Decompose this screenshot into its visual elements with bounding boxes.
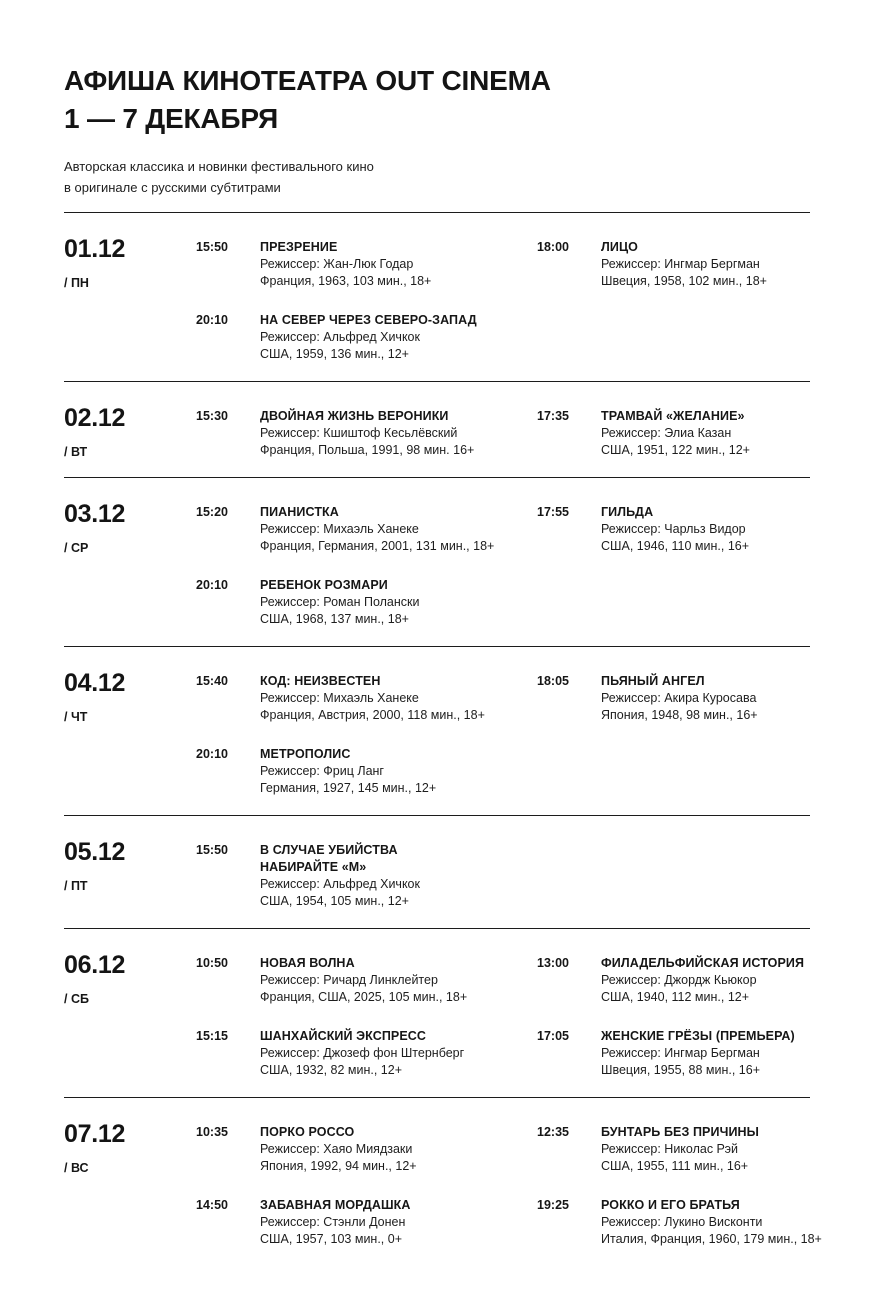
movie-details: Франция, США, 2025, 105 мин., 18+ (260, 990, 468, 1005)
screening-time: 17:05 (537, 1029, 569, 1044)
movie-director: Режиссер: Михаэль Ханеке (260, 691, 419, 706)
screening-item (196, 1197, 537, 1248)
day-date: 05.12 (64, 838, 126, 867)
day-date: 01.12 (64, 235, 126, 264)
screening-item (196, 408, 537, 459)
page-title (64, 62, 810, 138)
screening-time: 15:20 (196, 505, 228, 520)
day-weekday: / ВТ (64, 445, 88, 460)
screening-info (260, 955, 537, 1006)
screening-time: 18:05 (537, 674, 569, 689)
screening-item (537, 408, 810, 459)
page-title-line2: 1 — 7 ДЕКАБРЯ (64, 103, 279, 135)
day-section (64, 815, 810, 928)
screening-time: 10:50 (196, 956, 228, 971)
screening-time: 18:00 (537, 240, 569, 255)
screening-info (260, 408, 537, 459)
movie-director: Режиссер: Акира Куросава (601, 691, 757, 706)
screening-time: 17:55 (537, 505, 569, 520)
screening-time: 15:15 (196, 1029, 228, 1044)
movie-director: Режиссер: Фриц Ланг (260, 764, 384, 779)
movie-details: США, 1940, 112 мин., 12+ (601, 990, 750, 1005)
day-section (64, 928, 810, 1097)
page-subtitle-line1: Авторская классика и новинки фестивального кино (64, 159, 374, 175)
screening-info (601, 1028, 810, 1079)
movie-director: Режиссер: Ингмар Бергман (601, 257, 760, 272)
screening-info (601, 408, 810, 459)
day-weekday: / ВС (64, 1161, 89, 1176)
movie-title: В СЛУЧАЕ УБИЙСТВА (260, 843, 398, 858)
screening-item (196, 239, 537, 290)
screening-time: 13:00 (537, 956, 569, 971)
day-label (64, 838, 196, 910)
movie-director: Режиссер: Элиа Казан (601, 426, 732, 441)
screening-item (196, 577, 537, 628)
movie-title: МЕТРОПОЛИС (260, 747, 351, 762)
day-section (64, 477, 810, 646)
screening-item (537, 1197, 822, 1248)
movie-title: ДВОЙНАЯ ЖИЗНЬ ВЕРОНИКИ (260, 409, 449, 424)
movie-details: США, 1955, 111 мин., 16+ (601, 1159, 749, 1174)
movie-details: США, 1951, 122 мин., 12+ (601, 443, 750, 458)
screening-item (537, 504, 810, 555)
screening-info (601, 673, 810, 724)
movie-director: Режиссер: Альфред Хичкок (260, 330, 420, 345)
screenings-grid (196, 1124, 822, 1248)
movie-title: РЕБЕНОК РОЗМАРИ (260, 578, 388, 593)
screening-info (260, 239, 537, 290)
movie-details: Франция, 1963, 103 мин., 18+ (260, 274, 432, 289)
movie-details: Швеция, 1958, 102 мин., 18+ (601, 274, 767, 289)
page-title-line1: АФИША КИНОТЕАТРА OUT CINEMA (64, 65, 551, 96)
screening-info (260, 842, 537, 910)
day-weekday: / ЧТ (64, 710, 88, 725)
movie-director: Режиссер: Николас Рэй (601, 1142, 738, 1157)
movie-details: США, 1954, 105 мин., 12+ (260, 894, 409, 909)
movie-director: Режиссер: Стэнли Донен (260, 1215, 406, 1230)
movie-director: Режиссер: Чарльз Видор (601, 522, 746, 537)
day-date: 06.12 (64, 951, 126, 980)
movie-title: КОД: НЕИЗВЕСТЕН (260, 674, 381, 689)
day-section (64, 1097, 822, 1266)
movie-director: Режиссер: Михаэль Ханеке (260, 522, 419, 537)
screenings-grid (196, 673, 810, 797)
page-subtitle-line2: в оригинале с русскими субтитрами (64, 180, 281, 196)
movie-details: США, 1968, 137 мин., 18+ (260, 612, 409, 627)
movie-director: Режиссер: Жан-Люк Годар (260, 257, 414, 272)
movie-details: Франция, Австрия, 2000, 118 мин., 18+ (260, 708, 485, 723)
screening-info (601, 504, 810, 555)
movie-details: США, 1959, 136 мин., 12+ (260, 347, 409, 362)
movie-title: РОККО И ЕГО БРАТЬЯ (601, 1198, 740, 1213)
day-section (64, 646, 810, 815)
day-label (64, 951, 196, 1079)
screening-info (260, 1028, 537, 1079)
day-label (64, 500, 196, 628)
movie-director: Режиссер: Ричард Линклейтер (260, 973, 438, 988)
day-label (64, 669, 196, 797)
movie-title: ПОРКО РОССО (260, 1125, 355, 1140)
screening-item (196, 1124, 537, 1175)
screening-item (537, 673, 810, 724)
day-date: 03.12 (64, 500, 126, 529)
movie-details: США, 1946, 110 мин., 16+ (601, 539, 750, 554)
movie-director: Режиссер: Джордж Кьюкор (601, 973, 757, 988)
movie-title: ПИАНИСТКА (260, 505, 339, 520)
screening-time: 15:40 (196, 674, 228, 689)
movie-title: ТРАМВАЙ «ЖЕЛАНИЕ» (601, 409, 745, 424)
screenings-grid (196, 239, 810, 363)
screening-info (260, 312, 537, 363)
screening-time: 12:35 (537, 1125, 569, 1140)
day-weekday: / ПН (64, 276, 89, 291)
movie-title: БУНТАРЬ БЕЗ ПРИЧИНЫ (601, 1125, 760, 1140)
screening-time: 15:50 (196, 240, 228, 255)
screening-time: 17:35 (537, 409, 569, 424)
screening-time: 20:10 (196, 578, 228, 593)
movie-title: ЛИЦО (601, 240, 639, 255)
movie-details: Италия, Франция, 1960, 179 мин., 18+ (601, 1232, 822, 1247)
movie-director: Режиссер: Роман Полански (260, 595, 420, 610)
movie-details: США, 1957, 103 мин., 0+ (260, 1232, 402, 1247)
movie-director: Режиссер: Лукино Висконти (601, 1215, 763, 1230)
movie-title: ПЬЯНЫЙ АНГЕЛ (601, 674, 705, 689)
movie-title-line2: НАБИРАЙТЕ «М» (260, 860, 367, 875)
movie-director: Режиссер: Кшиштоф Кесьлёвский (260, 426, 458, 441)
screening-info (601, 1197, 822, 1248)
screening-info (601, 239, 810, 290)
day-section (64, 212, 810, 381)
movie-title: ЗАБАВНАЯ МОРДАШКА (260, 1198, 411, 1213)
screening-time: 20:10 (196, 313, 228, 328)
screening-info (260, 504, 537, 555)
screening-time: 19:25 (537, 1198, 569, 1213)
day-section (64, 381, 810, 477)
movie-director: Режиссер: Хаяо Миядзаки (260, 1142, 413, 1157)
screening-item (196, 746, 537, 797)
movie-title: ШАНХАЙСКИЙ ЭКСПРЕСС (260, 1029, 427, 1044)
movie-title: ЖЕНСКИЕ ГРЁЗЫ (ПРЕМЬЕРА) (601, 1029, 795, 1044)
day-weekday: / СБ (64, 992, 89, 1007)
movie-details: Япония, 1948, 98 мин., 16+ (601, 708, 758, 723)
movie-details: Швеция, 1955, 88 мин., 16+ (601, 1063, 760, 1078)
movie-details: Франция, Германия, 2001, 131 мин., 18+ (260, 539, 495, 554)
screening-item (196, 955, 537, 1006)
screening-info (601, 955, 810, 1006)
screening-time: 10:35 (196, 1125, 228, 1140)
day-label (64, 1120, 196, 1248)
day-label (64, 235, 196, 363)
screening-time: 15:50 (196, 843, 228, 858)
screening-item (196, 842, 537, 910)
screenings-grid (196, 408, 810, 459)
day-date: 04.12 (64, 669, 126, 698)
movie-details: Япония, 1992, 94 мин., 12+ (260, 1159, 417, 1174)
screening-item (196, 1028, 537, 1079)
day-date: 02.12 (64, 404, 126, 433)
screening-item (537, 239, 810, 290)
screening-time: 20:10 (196, 747, 228, 762)
screening-info (260, 673, 537, 724)
screening-item (196, 673, 537, 724)
movie-title: ПРЕЗРЕНИЕ (260, 240, 338, 255)
screening-item (196, 312, 537, 363)
screening-item (537, 1028, 810, 1079)
screening-time: 15:30 (196, 409, 228, 424)
screening-info (260, 1124, 537, 1175)
movie-title: ФИЛАДЕЛЬФИЙСКАЯ ИСТОРИЯ (601, 956, 805, 971)
screening-info (601, 1124, 822, 1175)
screening-info (260, 746, 537, 797)
screenings-grid (196, 955, 810, 1079)
day-weekday: / СР (64, 541, 89, 556)
day-label (64, 404, 196, 460)
movie-director: Режиссер: Джозеф фон Штернберг (260, 1046, 465, 1061)
movie-details: США, 1932, 82 мин., 12+ (260, 1063, 402, 1078)
movie-title: НА СЕВЕР ЧЕРЕЗ СЕВЕРО-ЗАПАД (260, 313, 477, 328)
screening-item (537, 1124, 822, 1175)
movie-director: Режиссер: Ингмар Бергман (601, 1046, 760, 1061)
screening-item (196, 504, 537, 555)
screening-time: 14:50 (196, 1198, 228, 1213)
day-date: 07.12 (64, 1120, 126, 1149)
screening-info (260, 1197, 537, 1248)
screening-info (260, 577, 537, 628)
page-subtitle (64, 156, 810, 198)
screenings-grid (196, 842, 810, 910)
movie-details: Франция, Польша, 1991, 98 мин. 16+ (260, 443, 475, 458)
movie-details: Германия, 1927, 145 мин., 12+ (260, 781, 437, 796)
screenings-grid (196, 504, 810, 628)
movie-title: ГИЛЬДА (601, 505, 654, 520)
movie-title: НОВАЯ ВОЛНА (260, 956, 355, 971)
day-weekday: / ПТ (64, 879, 88, 894)
screening-item (537, 955, 810, 1006)
schedule (64, 212, 822, 1266)
movie-director: Режиссер: Альфред Хичкок (260, 877, 420, 892)
